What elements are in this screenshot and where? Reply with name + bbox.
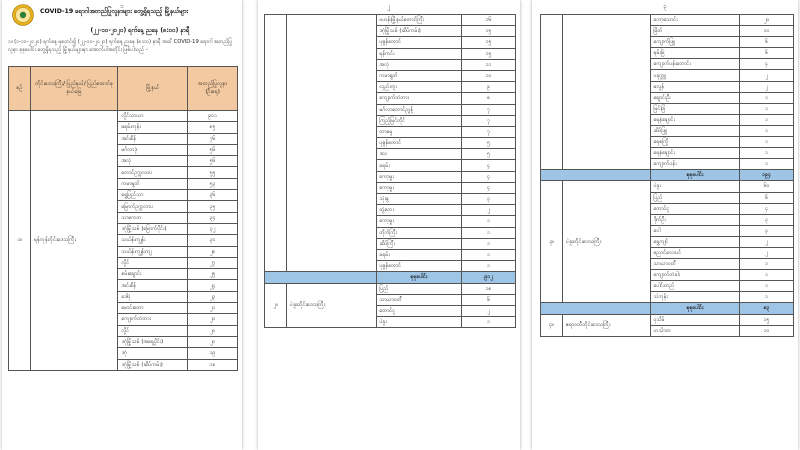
case-count: ၂ [462,305,516,316]
township-name: လှိုင် [118,325,188,336]
township-name: တောင်ငူ [650,203,740,214]
case-count: ၃၂ [188,223,238,234]
case-count: ၁၀ [462,70,516,81]
case-count: ၇၆ [188,133,238,144]
document-page-2 [258,0,520,450]
case-count: ၇ [462,104,516,115]
case-count: ၄ [462,171,516,182]
township-name: အလုံ [376,59,462,70]
township-name: တောင်ငူ [376,305,462,316]
township-name: အင်းစိန် [118,280,188,291]
column-header-region: တိုင်းဒေသကြီး/ ပြည်နယ်/ ပြည်ထောင်စုနယ်မြေ [30,67,118,111]
township-name: တိုက်ကြီး [376,227,462,238]
case-count: ၁ [740,281,794,292]
township-cases-table-continued [264,14,516,328]
case-count: ၂၀ [188,325,238,336]
township-name: ပဲခူး [376,317,462,328]
case-count: ၇ [462,126,516,137]
township-name: ကော့မှူး [376,182,462,193]
case-count: ၁ [740,270,794,281]
township-name: လှိုင်သာယာ [118,111,188,122]
township-name: လှိုင် [118,257,188,268]
case-count: ၄ [740,203,794,214]
region-name [562,15,650,170]
case-count: ၂၃ [188,291,238,302]
township-name: ပုဇွန်တောင် [376,261,462,272]
case-count: ၃ [740,225,794,236]
township-name: ကော့မှူး [376,171,462,182]
township-name: တာမွေ [376,126,462,137]
township-name: သာယာဝတီ [376,294,462,305]
case-count: ၂၀ [188,314,238,325]
township-name: ညောင်လေးပင် [650,247,740,258]
township-name: လှည်းကူး [376,82,462,93]
township-name: မင်္ဂလာဒုံ [118,144,188,155]
township-name: ပုဇွန်တောင် [376,138,462,149]
township-name: ကျောက်ပန်း [650,159,740,170]
subtotal-row [541,170,794,181]
table-header-row [9,67,238,111]
township-name: မရမ်းကုန်း [118,122,188,133]
township-name: ရေနံချောင်း [650,114,740,125]
case-count: ၂ [462,205,516,216]
township-name: ပြည် [376,283,462,294]
township-name: အလုံ [118,156,188,167]
table-row [541,15,794,26]
case-count: ၁၆ [462,15,516,26]
case-count: ၃၅ [188,201,238,212]
table-row [9,111,238,122]
case-count: ၁ [462,238,516,249]
document-page-3 [532,0,798,450]
case-count: ၁ [740,259,794,270]
case-count: ၂၁ [188,303,238,314]
township-name: ကျောက်တံခါး [650,270,740,281]
township-name: အင်းစိန် [118,133,188,144]
case-count: ၂၀ [740,15,794,26]
case-count: ၁ [740,137,794,148]
table-row [265,283,516,294]
township-name: မောင်းတော [118,303,188,314]
case-count: ၆ [462,294,516,305]
subtotal-spacer [265,272,377,283]
case-count: ၇ [462,115,516,126]
township-name: မြင်းခြံ [650,103,740,114]
township-name: ပုသိမ် [650,314,740,325]
case-count: ၁၉ [188,348,238,359]
township-name: ရွှေပြည်သာ [118,190,188,201]
township-name: ဒေါပုံ [118,291,188,302]
case-count: ၅၆ [188,156,238,167]
subtotal-count: ၁၉၄ [740,170,794,181]
page-number: ၁ [120,3,124,10]
case-count: ၂ [740,70,794,81]
case-count: ၁၈ [462,283,516,294]
township-name: ဒလ [376,149,462,160]
case-count: ၅ [462,138,516,149]
subtotal-label: စုစုပေါင်း [376,272,462,283]
township-name: ခရမ်း [376,160,462,171]
township-name: သင်္ဃန်းကျွန်းကျ [118,246,188,257]
township-name: ရမ်းဗြဲ [650,48,740,59]
township-name: မလွန် [650,81,740,92]
case-count: ၈၅ [188,122,238,133]
case-count: ၁၀ [740,325,794,336]
township-name: တောင်ဥက္ကလာပ [118,167,188,178]
case-count: ၁ [462,317,516,328]
case-count: ၉၀၁ [188,111,238,122]
case-count: ၆ [740,37,794,48]
township-name: ရေစကြို [650,137,740,148]
township-name: ဒဂုံမြို့သစ် (အရှေ့ပိုင်း) [118,336,188,347]
ministry-seal-icon [12,4,34,26]
table-row [541,314,794,325]
township-name: ရန်ကင်း [376,48,462,59]
case-count: ၁ [740,148,794,159]
case-count: ၂၈ [188,246,238,257]
case-count: ၂ [740,81,794,92]
case-count: ၁ [462,249,516,260]
case-count: ၁ [740,103,794,114]
case-count: ၃၆ [188,190,238,201]
case-count: ၁၅ [462,48,516,59]
region-number [265,15,287,272]
case-count: ၁ [462,216,516,227]
document-title: COVID-19 ရောဂါအတည်ပြုလူနာများ တွေ့ရှိရသည့် မြို့နယ်များ [40,8,188,15]
township-name: ပြည် [650,192,740,203]
case-count: ၁ [740,125,794,136]
case-count: ၅ [462,149,516,160]
case-count: ၅၆ [188,144,238,155]
region-name: ရန်ကုန်တိုင်းဒေသကြီး [30,111,118,371]
table-row [265,15,516,26]
township-name: ဆိပ်ဖြူ [650,125,740,136]
township-name: ဒိုက်ဦး [650,214,740,225]
township-name: ရေနံချောင်း [650,148,740,159]
township-name: သာကေတ [118,212,188,223]
case-count: ၃ [740,214,794,225]
subtotal-spacer [541,170,651,181]
region-number: ၂။ [265,283,287,328]
case-count: ၃၀ [188,235,238,246]
township-name: ချောင်းဦး [650,92,740,103]
township-name: ပဲခူး [650,181,740,192]
case-count: ၈ [462,93,516,104]
region-number: ၃။ [541,181,563,303]
township-name: သာယာဝတီ [650,259,740,270]
case-count: ၁၈ [188,359,238,370]
case-count: ၁ [462,227,516,238]
case-count: ၂ [740,236,794,247]
township-name: မြောက်ဥက္ကလာပ [118,201,188,212]
township-name: ကမာရွတ် [118,178,188,189]
case-count: ၉ [462,82,516,93]
township-name: ကော့မှူး [376,216,462,227]
subtotal-count: ၉၁၂ [462,272,516,283]
township-name: ဒဂုံမြို့သစ် (မြောက်ပိုင်း) [118,223,188,234]
case-count: ၆၀ [740,181,794,192]
case-count: ၄ [462,160,516,171]
township-name: ပခုက္ကူ [650,70,740,81]
township-cases-table [8,66,238,371]
case-count: ၂၅ [188,269,238,280]
region-name: ဧရာဝတီတိုင်းဒေသကြီး [562,314,650,336]
subtotal-spacer [541,303,651,314]
township-name: ခရမ်း [376,249,462,260]
township-name: ကျောက်ဖြူ [650,37,740,48]
township-name: စမ်းချောင်း [118,269,188,280]
case-count: ၂၄ [188,280,238,291]
region-number [541,15,563,170]
township-name: သုံးခွ [376,194,462,205]
case-count: ၅၅ [188,167,238,178]
case-count: ၁၀ [740,26,794,37]
township-name: ဒဂုံ [118,348,188,359]
column-header-sr: စဉ် [9,67,31,111]
township-name: ကော့သောင်း [650,15,740,26]
case-count: ၁၁ [462,59,516,70]
township-name: သဲကုန်း [650,292,740,303]
township-name: ကျောက်ပန်းတောင်း [650,59,740,70]
region-name: ပဲခူးတိုင်းဒေသကြီး [562,181,650,303]
township-name: သင်္ဃန်းကျွန်း [118,235,188,246]
case-count: ၁ [462,261,516,272]
document-subtitle: (၂၂-၁၀-၂၀၂၀) ရက်နေ့ ညနေ (၈:၀၀) နာရီ [90,27,190,34]
case-count: ၁ [740,159,794,170]
case-count: ၃ [462,194,516,205]
column-header-count: အတည်ပြုလူနာ (ဦးရေ) [188,67,238,111]
column-header-township: မြို့နယ် [118,67,188,111]
township-name: မင်္ဂလာတောင်ညွန့် [376,104,462,115]
subtotal-label: စုစုပေါင်း [650,303,740,314]
page-number: ၃ [663,3,667,10]
township-name: ဗဟန်းမြို့နယ်တောင်ကြီး [376,15,462,26]
table-row [541,181,794,192]
township-name: ပုဇွန်တောင် [376,37,462,48]
region-name: ပဲခူးတိုင်းဒေသကြီး [286,283,376,328]
case-count: ၁၅ [462,26,516,37]
case-count: ၁ [740,92,794,103]
document-page-1 [2,0,242,450]
township-name: ရွှေကျင် [650,236,740,247]
region-number: ၄။ [541,314,563,336]
case-count: ၂၀ [188,336,238,347]
case-count: ၂ [740,247,794,258]
township-name: တွံတေး [376,205,462,216]
region-name [286,15,376,272]
township-name: ဒဂုံမြို့သစ် (ဆိပ်ကမ်း) [376,26,462,37]
township-name: ကြည့်မြင်တိုင် [376,115,462,126]
subtotal-row [265,272,516,283]
township-name: ဒဂုံမြို့သစ် (ဆိပ်ကမ်း) [118,359,188,370]
township-name: ဟင်္သာတ [650,325,740,336]
case-count: ၄ [462,182,516,193]
page-number: ၂ [387,3,391,10]
township-cases-table-continued [540,14,794,337]
case-count: ၁ [740,114,794,125]
case-count: ၆ [740,48,794,59]
case-count: ၁ [740,292,794,303]
township-name: ပေါင်းတည် [650,281,740,292]
intro-paragraph: ၁။ (၁-၁၀-၂၀၂၀) ရက်နေ့ မှစတင်၍ (၂၂-၁၀-၂၀၂၀) ရက်နေ့ ညနေ (၈:၀၀) နာရီ အထိ COVID-19 ရောဂါ အတည်ပြုလူနာ စုစုပေါင်း တွေ့ရှိရသည့် မြို့နယ်များမှာ အောက်ပါအတိုင်း ဖြစ်ပါသည် - [8,39,233,54]
subtotal-count: ၈၃ [740,303,794,314]
township-name: ကျောက်တံတား [376,93,462,104]
region-number: ၁။ [9,111,31,371]
township-name: ကမာရွတ် [376,70,462,81]
case-count: ၆ [740,192,794,203]
subtotal-label: စုစုပေါင်း [650,170,740,181]
case-count: ၁၅ [740,314,794,325]
case-count: ၅၃ [188,178,238,189]
township-name: ကျောက်တံတား [118,314,188,325]
case-count: ၃၄ [188,212,238,223]
township-name: မြိတ် [650,26,740,37]
case-count: ၄ [740,59,794,70]
subtotal-row [541,303,794,314]
case-count: ၂၇ [188,257,238,268]
township-name: ဝေါ [650,225,740,236]
case-count: ၁၅ [462,37,516,48]
township-name: ဆိပ်ကြီး [376,238,462,249]
